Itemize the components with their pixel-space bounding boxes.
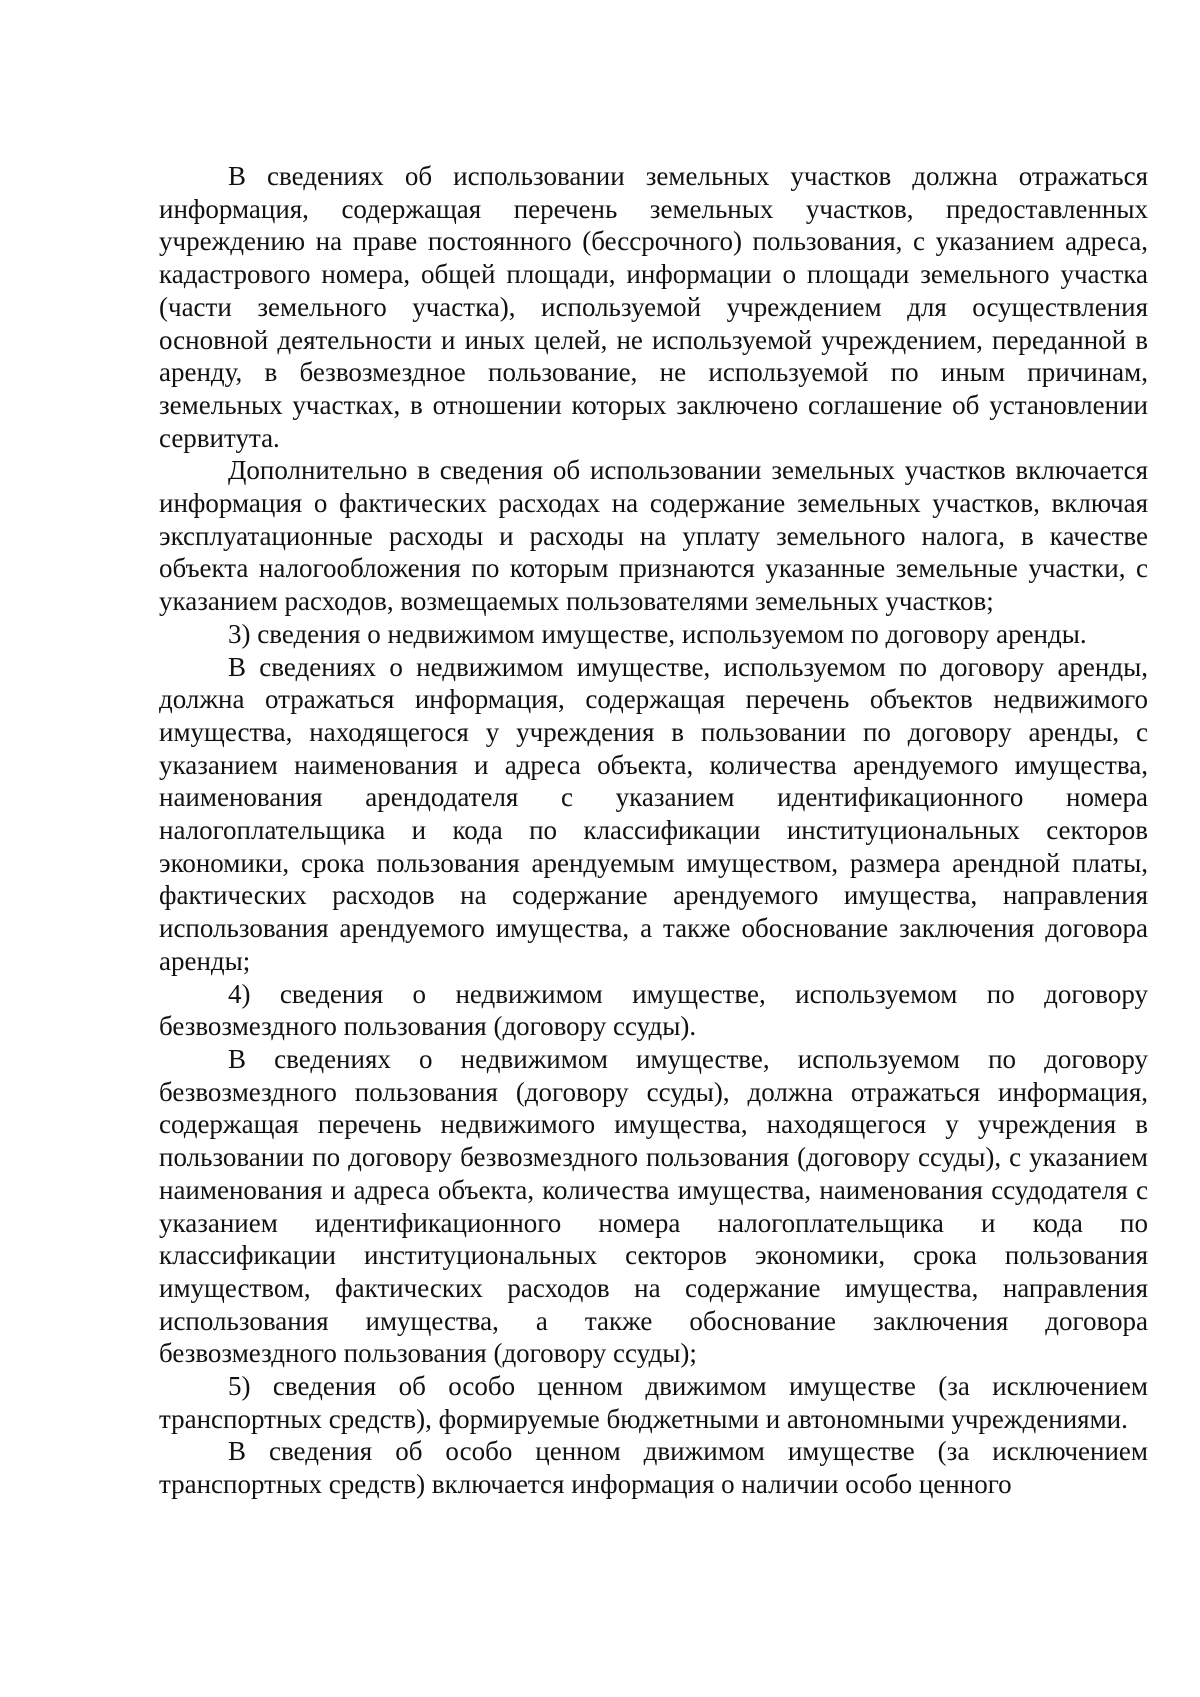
paragraph-free-use-details: В сведениях о недвижимом имуществе, используемом по договору безвозмездного пользования (договору ссуды), должна отражаться информация, содержащая перечень недвижимого имущества, находящегося у учреждения в пользовании по договору безвозмездного пользования (договору ссуды), с указанием наименования и адреса объекта, количества имущества, наименования ссудодателя с указанием идентификационного номера налогоплательщика и кода по классификации институциональных секторов экономики, срока пользования имуществом, фактических расходов на содержание имущества, направления использования имущества, а также обоснование заключения договора безвозмездного пользования (договору ссуды); bbox=[159, 1043, 1148, 1369]
paragraph-item-4-free-use: 4) сведения о недвижимом имуществе, используемом по договору безвозмездного пользования (договору ссуды). bbox=[159, 978, 1148, 1042]
paragraph-lease-details: В сведениях о недвижимом имуществе, используемом по договору аренды, должна отражаться информация, содержащая перечень объектов недвижимого имущества, находящегося у учреждения в пользовании по договору аренды, с указанием наименования и адреса объекта, количества арендуемого имущества, наименования арендодателя с указанием идентификационного номера налогоплательщика и кода по классификации институциональных секторов экономики, срока пользования арендуемым имуществом, размера арендной платы, фактических расходов на содержание арендуемого имущества, направления использования арендуемого имущества, а также обоснование заключения договора аренды; bbox=[159, 651, 1148, 976]
document-body bbox=[159, 160, 1148, 1501]
paragraph-land-expenses: Дополнительно в сведения об использовании земельных участков включается информация о фактических расходах на содержание земельных участков, включая эксплуатационные расходы и расходы на уплату земельного налога, в качестве объекта налогообложения по которым признаются указанные земельные участки, с указанием расходов, возмещаемых пользователями земельных участков; bbox=[159, 455, 1148, 617]
paragraph-item-3-lease: 3) сведения о недвижимом имуществе, используемом по договору аренды. bbox=[228, 618, 1087, 649]
paragraph-land-use-info: В сведениях об использовании земельных участков должна отражаться информация, содержащая перечень земельных участков, предоставленных учреждению на праве постоянного (бессрочного) пользования, с указанием адреса, кадастрового номера, общей площади, информации о площади земельного участка (части земельного участка), используемой учреждением для осуществления основной деятельности и иных целей, не используемой учреждением, переданной в аренду, в безвозмездное пользование, не используемой по иным причинам, земельных участках, в отношении которых заключено соглашение об установлении сервитута. bbox=[159, 161, 1148, 453]
paragraph-item-5-valuable-property: 5) сведения об особо ценном движимом имуществе (за исключением транспортных средств), формируемые бюджетными и автономными учреждениями. bbox=[159, 1371, 1148, 1434]
paragraph-valuable-property-details: В сведения об особо ценном движимом имуществе (за исключением транспортных средств) включается информация о наличии особо ценного bbox=[159, 1436, 1148, 1500]
